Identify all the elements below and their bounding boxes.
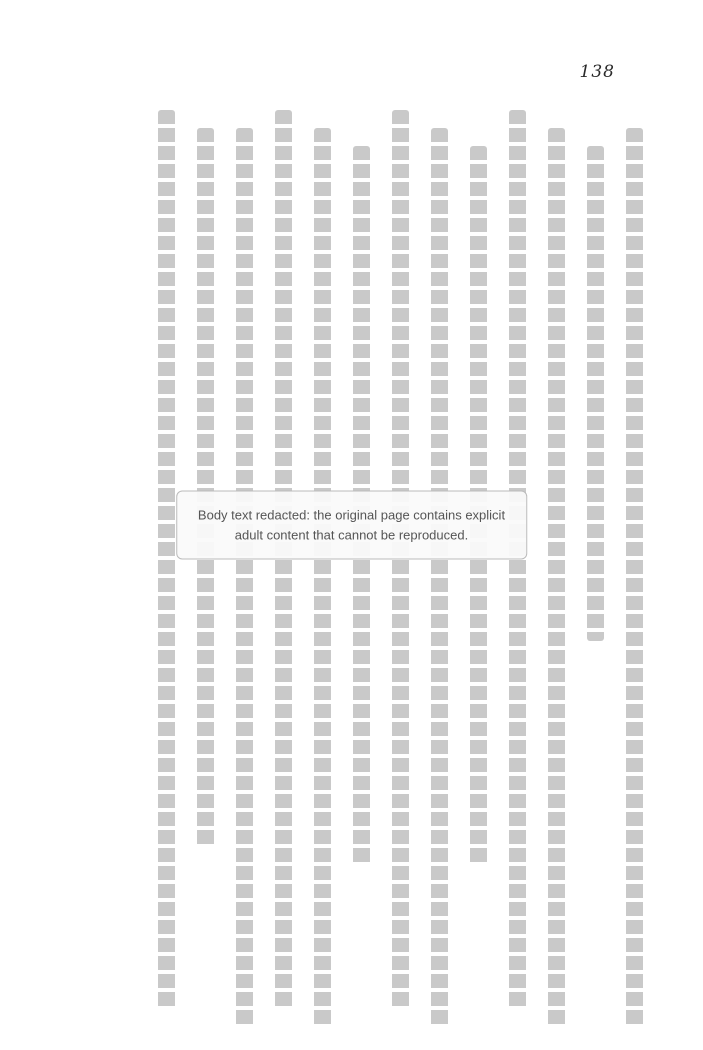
redacted-text-column — [314, 128, 331, 1028]
redacted-text-column — [275, 110, 292, 1010]
redacted-text-column — [431, 128, 448, 1028]
page-number: 138 — [579, 62, 615, 82]
redacted-text-column — [392, 110, 409, 1010]
redacted-text-column — [587, 146, 604, 641]
redacted-text-column — [158, 110, 175, 1010]
redacted-text-column — [548, 128, 565, 1028]
redaction-note: Body text redacted: the original page contains explicit adult content that cannot be reproduced. — [176, 491, 528, 560]
vertical-text-area — [60, 110, 643, 1010]
redacted-text-column — [197, 128, 214, 848]
redacted-text-column — [236, 128, 253, 1028]
redacted-text-column — [509, 110, 526, 1010]
redacted-text-column — [626, 128, 643, 1028]
